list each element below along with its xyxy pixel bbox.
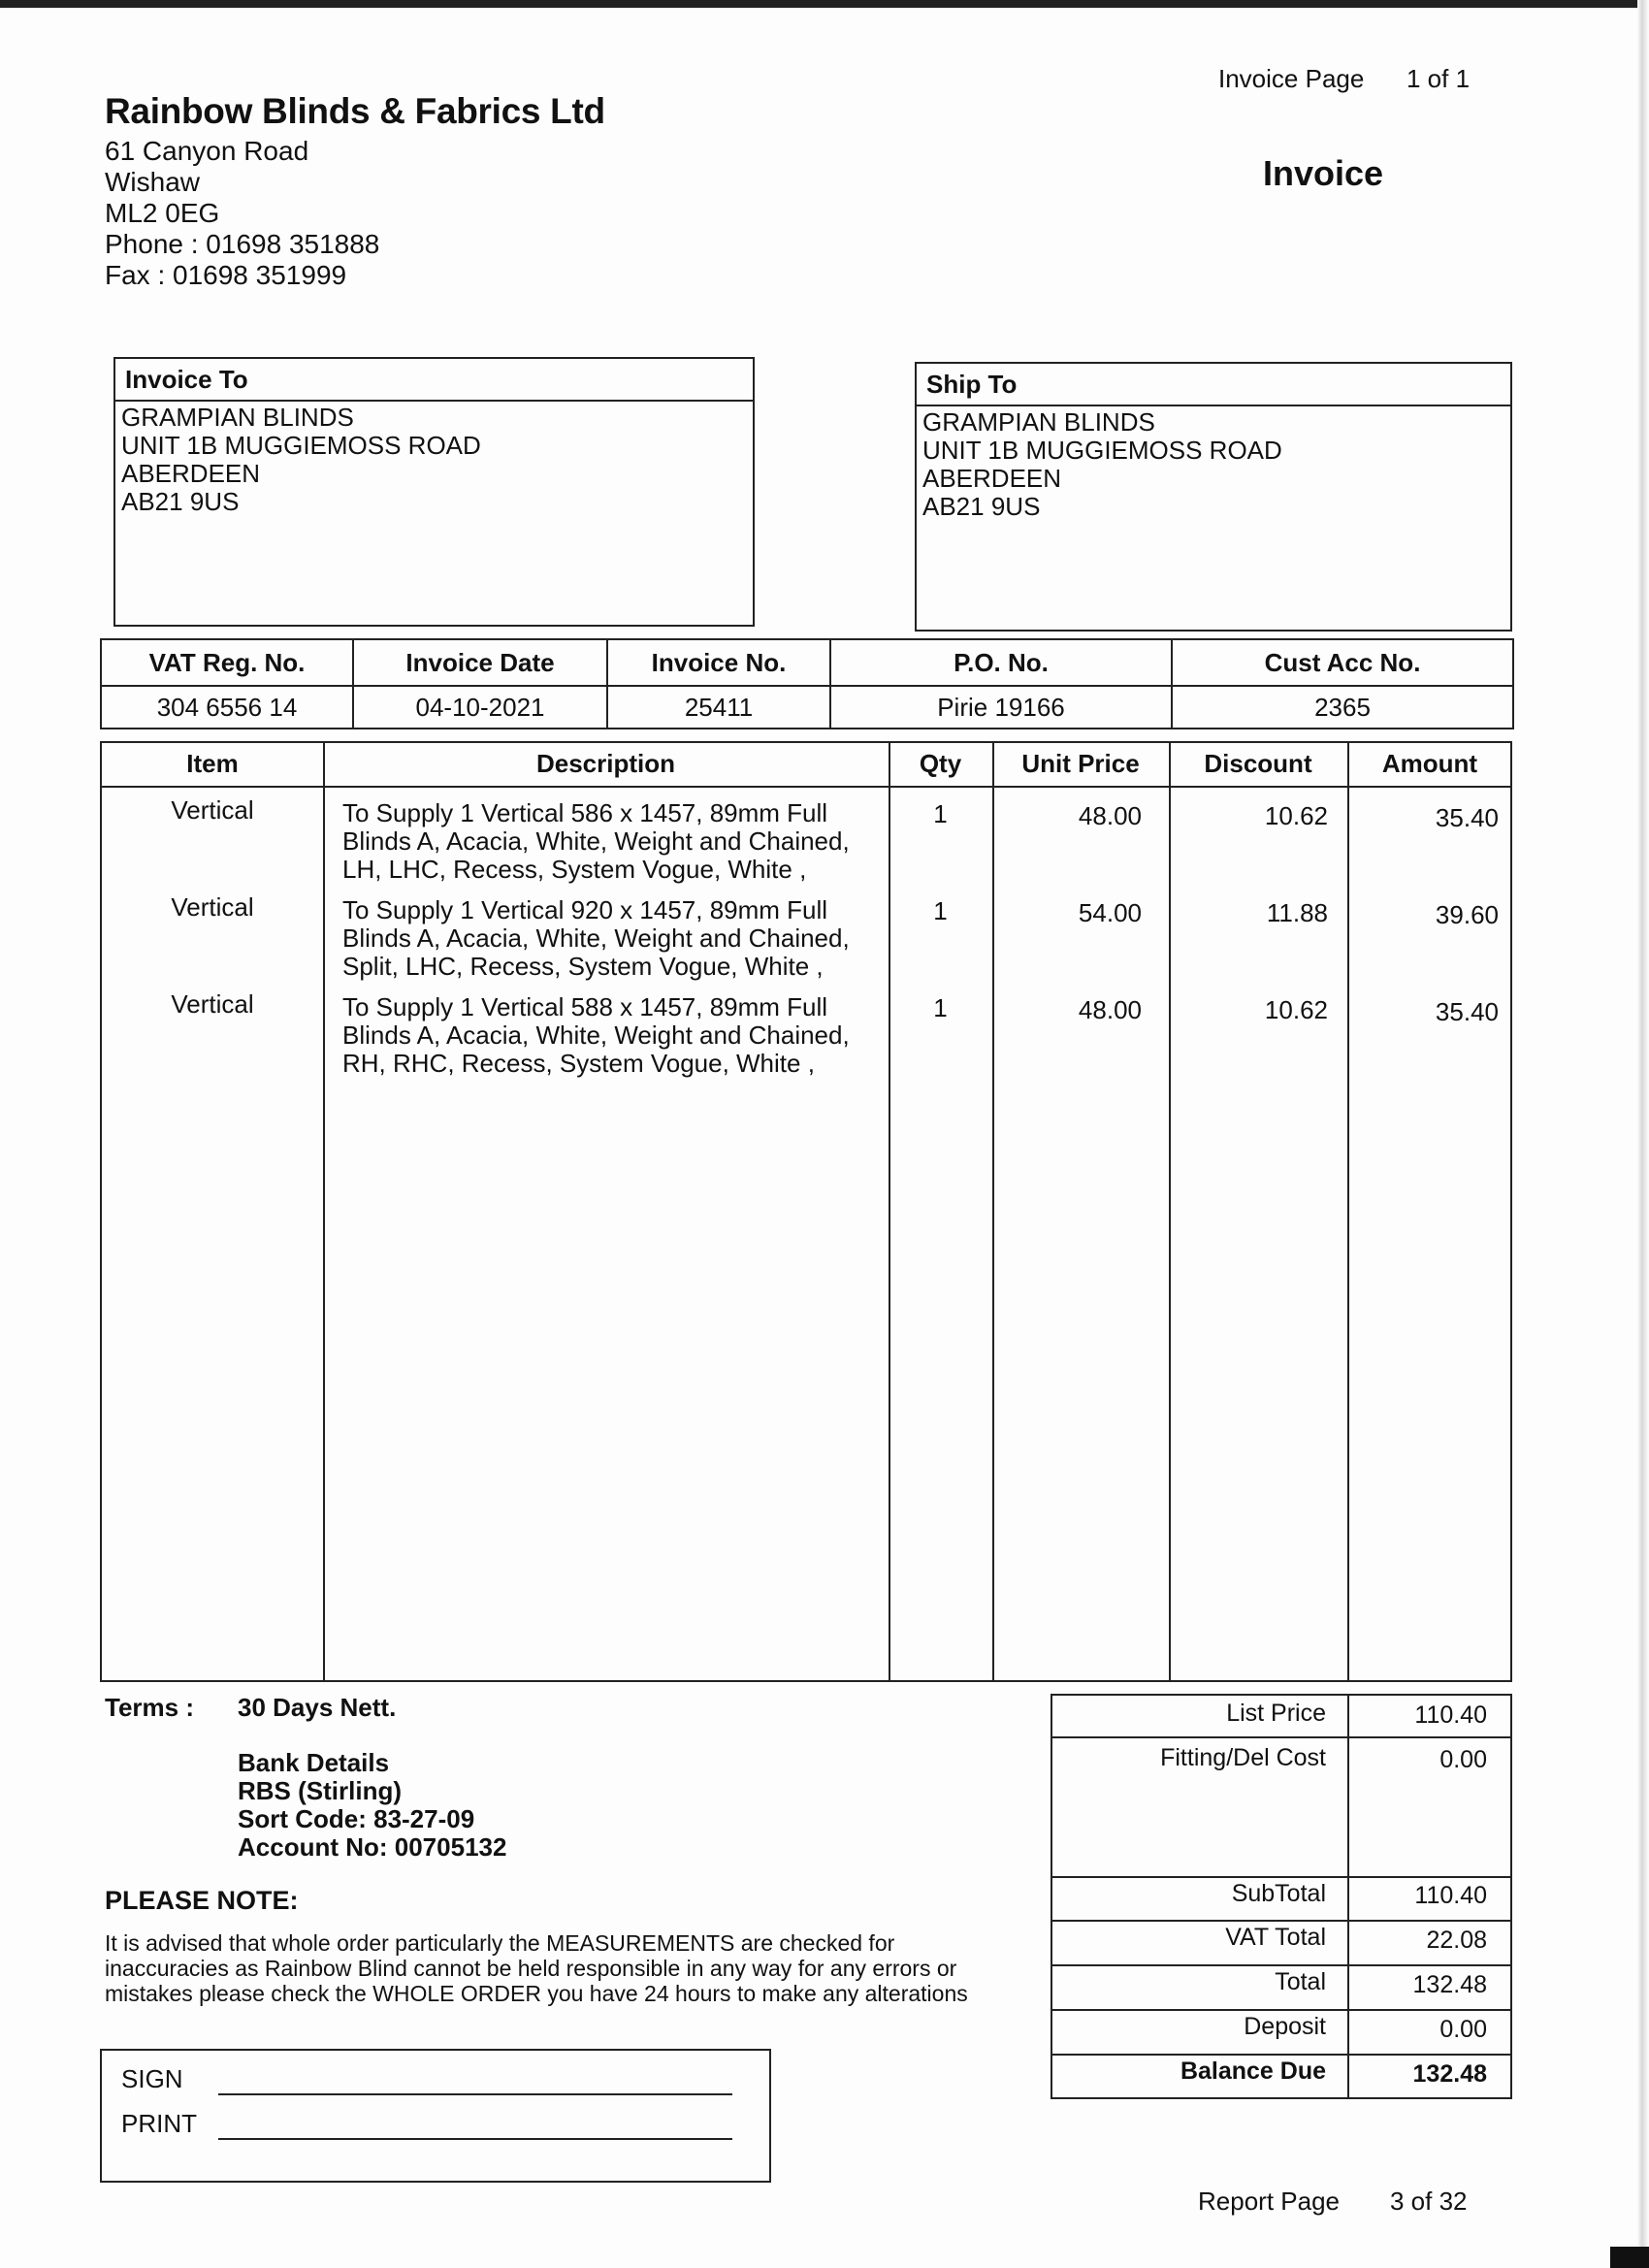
unit-price-column-header: Unit Price [1021,749,1140,778]
vat-reg-header: VAT Reg. No. [101,639,353,686]
discount-cell: 11.88 [1266,898,1328,927]
description-line: To Supply 1 Vertical 920 x 1457, 89mm Full [342,895,828,924]
vat-total-value: 22.08 [1426,1927,1487,1954]
please-note-title: PLEASE NOTE: [105,1886,299,1915]
item-column-header: Item [186,749,239,778]
company-fax: Fax : 01698 351999 [105,260,347,290]
subtotal-value: 110.40 [1414,1882,1487,1909]
vat-total-label: VAT Total [1225,1924,1326,1951]
po-no-header: P.O. No. [830,639,1172,686]
description-line: Blinds A, Acacia, White, Weight and Chained, [342,826,850,856]
description-line: RH, RHC, Recess, System Vogue, White , [342,1049,815,1078]
discount-cell: 10.62 [1264,995,1328,1024]
total-label: Total [1275,1968,1326,1995]
scan-corner-mark [1610,2247,1649,2268]
row-divider [1052,2009,1510,2011]
note-line: mistakes please check the WHOLE ORDER you have 24 hours to make any alterations [105,1981,968,2006]
invoice-page-label: Invoice Page [1218,64,1365,93]
bank-name: RBS (Stirling) [238,1776,402,1805]
document-title: Invoice [1263,153,1384,193]
balance-due-label: Balance Due [1180,2057,1326,2085]
header-divider [102,786,1510,788]
amount-column-header: Amount [1381,749,1478,778]
item-cell: Vertical [171,989,254,1019]
invoice-to-line: AB21 9US [121,487,240,516]
ship-to-box [915,362,1512,632]
column-divider [323,743,325,1680]
description-line: To Supply 1 Vertical 588 x 1457, 89mm Full [342,992,828,1021]
invoice-to-line: GRAMPIAN BLINDS [121,403,354,432]
company-name: Rainbow Blinds & Fabrics Ltd [105,91,605,131]
amount-cell: 35.40 [1435,997,1499,1026]
invoice-to-line: ABERDEEN [121,459,261,488]
row-divider [1052,1736,1510,1738]
sort-code: Sort Code: 83-27-09 [238,1804,475,1833]
invoice-to-line: UNIT 1B MUGGIEMOSS ROAD [121,431,481,460]
report-page-label: Report Page [1198,2187,1340,2216]
vat-reg-value: 304 6556 14 [101,686,353,729]
qty-cell: 1 [933,993,948,1022]
totals-table [1051,1694,1512,2099]
row-divider [1052,1964,1510,1966]
total-value: 132.48 [1412,1971,1487,1998]
note-line: inaccuracies as Rainbow Blind cannot be held responsible in any way for any errors or [105,1956,957,1981]
bank-details [238,1749,506,1862]
column-divider [889,743,890,1680]
ship-to-line: AB21 9US [922,492,1041,521]
note-line: It is advised that whole order particularly the MEASUREMENTS are checked for [105,1930,895,1956]
invoice-to-title: Invoice To [115,359,753,402]
column-divider [1347,743,1349,1680]
items-table [100,741,1512,1682]
discount-column-header: Discount [1204,749,1312,778]
fitting-cost-label: Fitting/Del Cost [1160,1744,1326,1771]
unit-price-cell: 48.00 [1078,995,1142,1024]
list-price-value: 110.40 [1414,1701,1487,1729]
description-line: LH, LHC, Recess, System Vogue, White , [342,855,807,884]
totals-divider [1347,1696,1349,2097]
invoice-no-header: Invoice No. [607,639,830,686]
print-line[interactable] [218,2138,732,2140]
description-cell [342,799,850,884]
subtotal-label: SubTotal [1231,1880,1326,1907]
terms-label: Terms : [105,1693,194,1722]
bank-details-title: Bank Details [238,1748,390,1777]
description-cell [342,993,850,1078]
report-page-value: 3 of 32 [1390,2187,1468,2216]
terms-value: 30 Days Nett. [238,1693,397,1722]
ship-to-line: ABERDEEN [922,464,1062,493]
ship-to-address [922,408,1282,521]
po-no-value: Pirie 19166 [830,686,1172,729]
account-no: Account No: 00705132 [238,1832,507,1862]
description-cell [342,896,850,981]
please-note-text [105,1930,968,2006]
qty-column-header: Qty [919,749,962,778]
sign-label: SIGN [121,2064,183,2093]
ship-to-line: UNIT 1B MUGGIEMOSS ROAD [922,436,1282,465]
column-divider [1169,743,1171,1680]
deposit-label: Deposit [1244,2013,1326,2040]
amount-cell: 35.40 [1435,803,1499,832]
scan-right-edge [1637,0,1649,2268]
ship-to-title: Ship To [917,364,1510,406]
qty-cell: 1 [933,896,948,925]
ship-to-line: GRAMPIAN BLINDS [922,407,1155,437]
amount-cell: 39.60 [1435,900,1499,929]
sign-line[interactable] [218,2093,732,2095]
column-divider [992,743,994,1680]
row-divider [1052,1876,1510,1878]
cust-acc-header: Cust Acc No. [1172,639,1513,686]
item-cell: Vertical [171,892,254,922]
report-page-indicator [1198,2187,1468,2217]
company-phone: Phone : 01698 351888 [105,229,380,259]
invoice-meta-table [100,638,1514,729]
cust-acc-value: 2365 [1172,686,1513,729]
row-divider [1052,2054,1510,2056]
signature-box [100,2049,771,2183]
scan-top-edge [0,0,1649,8]
unit-price-cell: 48.00 [1078,801,1142,830]
row-divider [1052,1920,1510,1922]
invoice-page-indicator [1218,64,1471,94]
list-price-label: List Price [1226,1700,1326,1727]
unit-price-cell: 54.00 [1078,898,1142,927]
description-line: To Supply 1 Vertical 586 x 1457, 89mm Full [342,798,828,827]
item-cell: Vertical [171,795,254,825]
description-column-header: Description [535,749,676,778]
invoice-no-value: 25411 [607,686,830,729]
company-postcode: ML2 0EG [105,198,220,228]
discount-cell: 10.62 [1264,801,1328,830]
description-line: Blinds A, Acacia, White, Weight and Chained, [342,923,850,953]
invoice-to-address [121,404,481,516]
print-label: PRINT [121,2109,197,2138]
company-town: Wishaw [105,167,201,197]
description-line: Blinds A, Acacia, White, Weight and Chained, [342,1021,850,1050]
invoice-date-value: 04-10-2021 [353,686,607,729]
company-address [105,136,379,291]
invoice-to-box [113,357,755,627]
qty-cell: 1 [933,799,948,828]
fitting-cost-value: 0.00 [1439,1746,1487,1773]
company-street: 61 Canyon Road [105,136,309,166]
invoice-date-header: Invoice Date [353,639,607,686]
invoice-page-value: 1 of 1 [1406,64,1471,93]
balance-due-value: 132.48 [1412,2060,1487,2088]
deposit-value: 0.00 [1439,2016,1487,2043]
description-line: Split, LHC, Recess, System Vogue, White , [342,952,824,981]
